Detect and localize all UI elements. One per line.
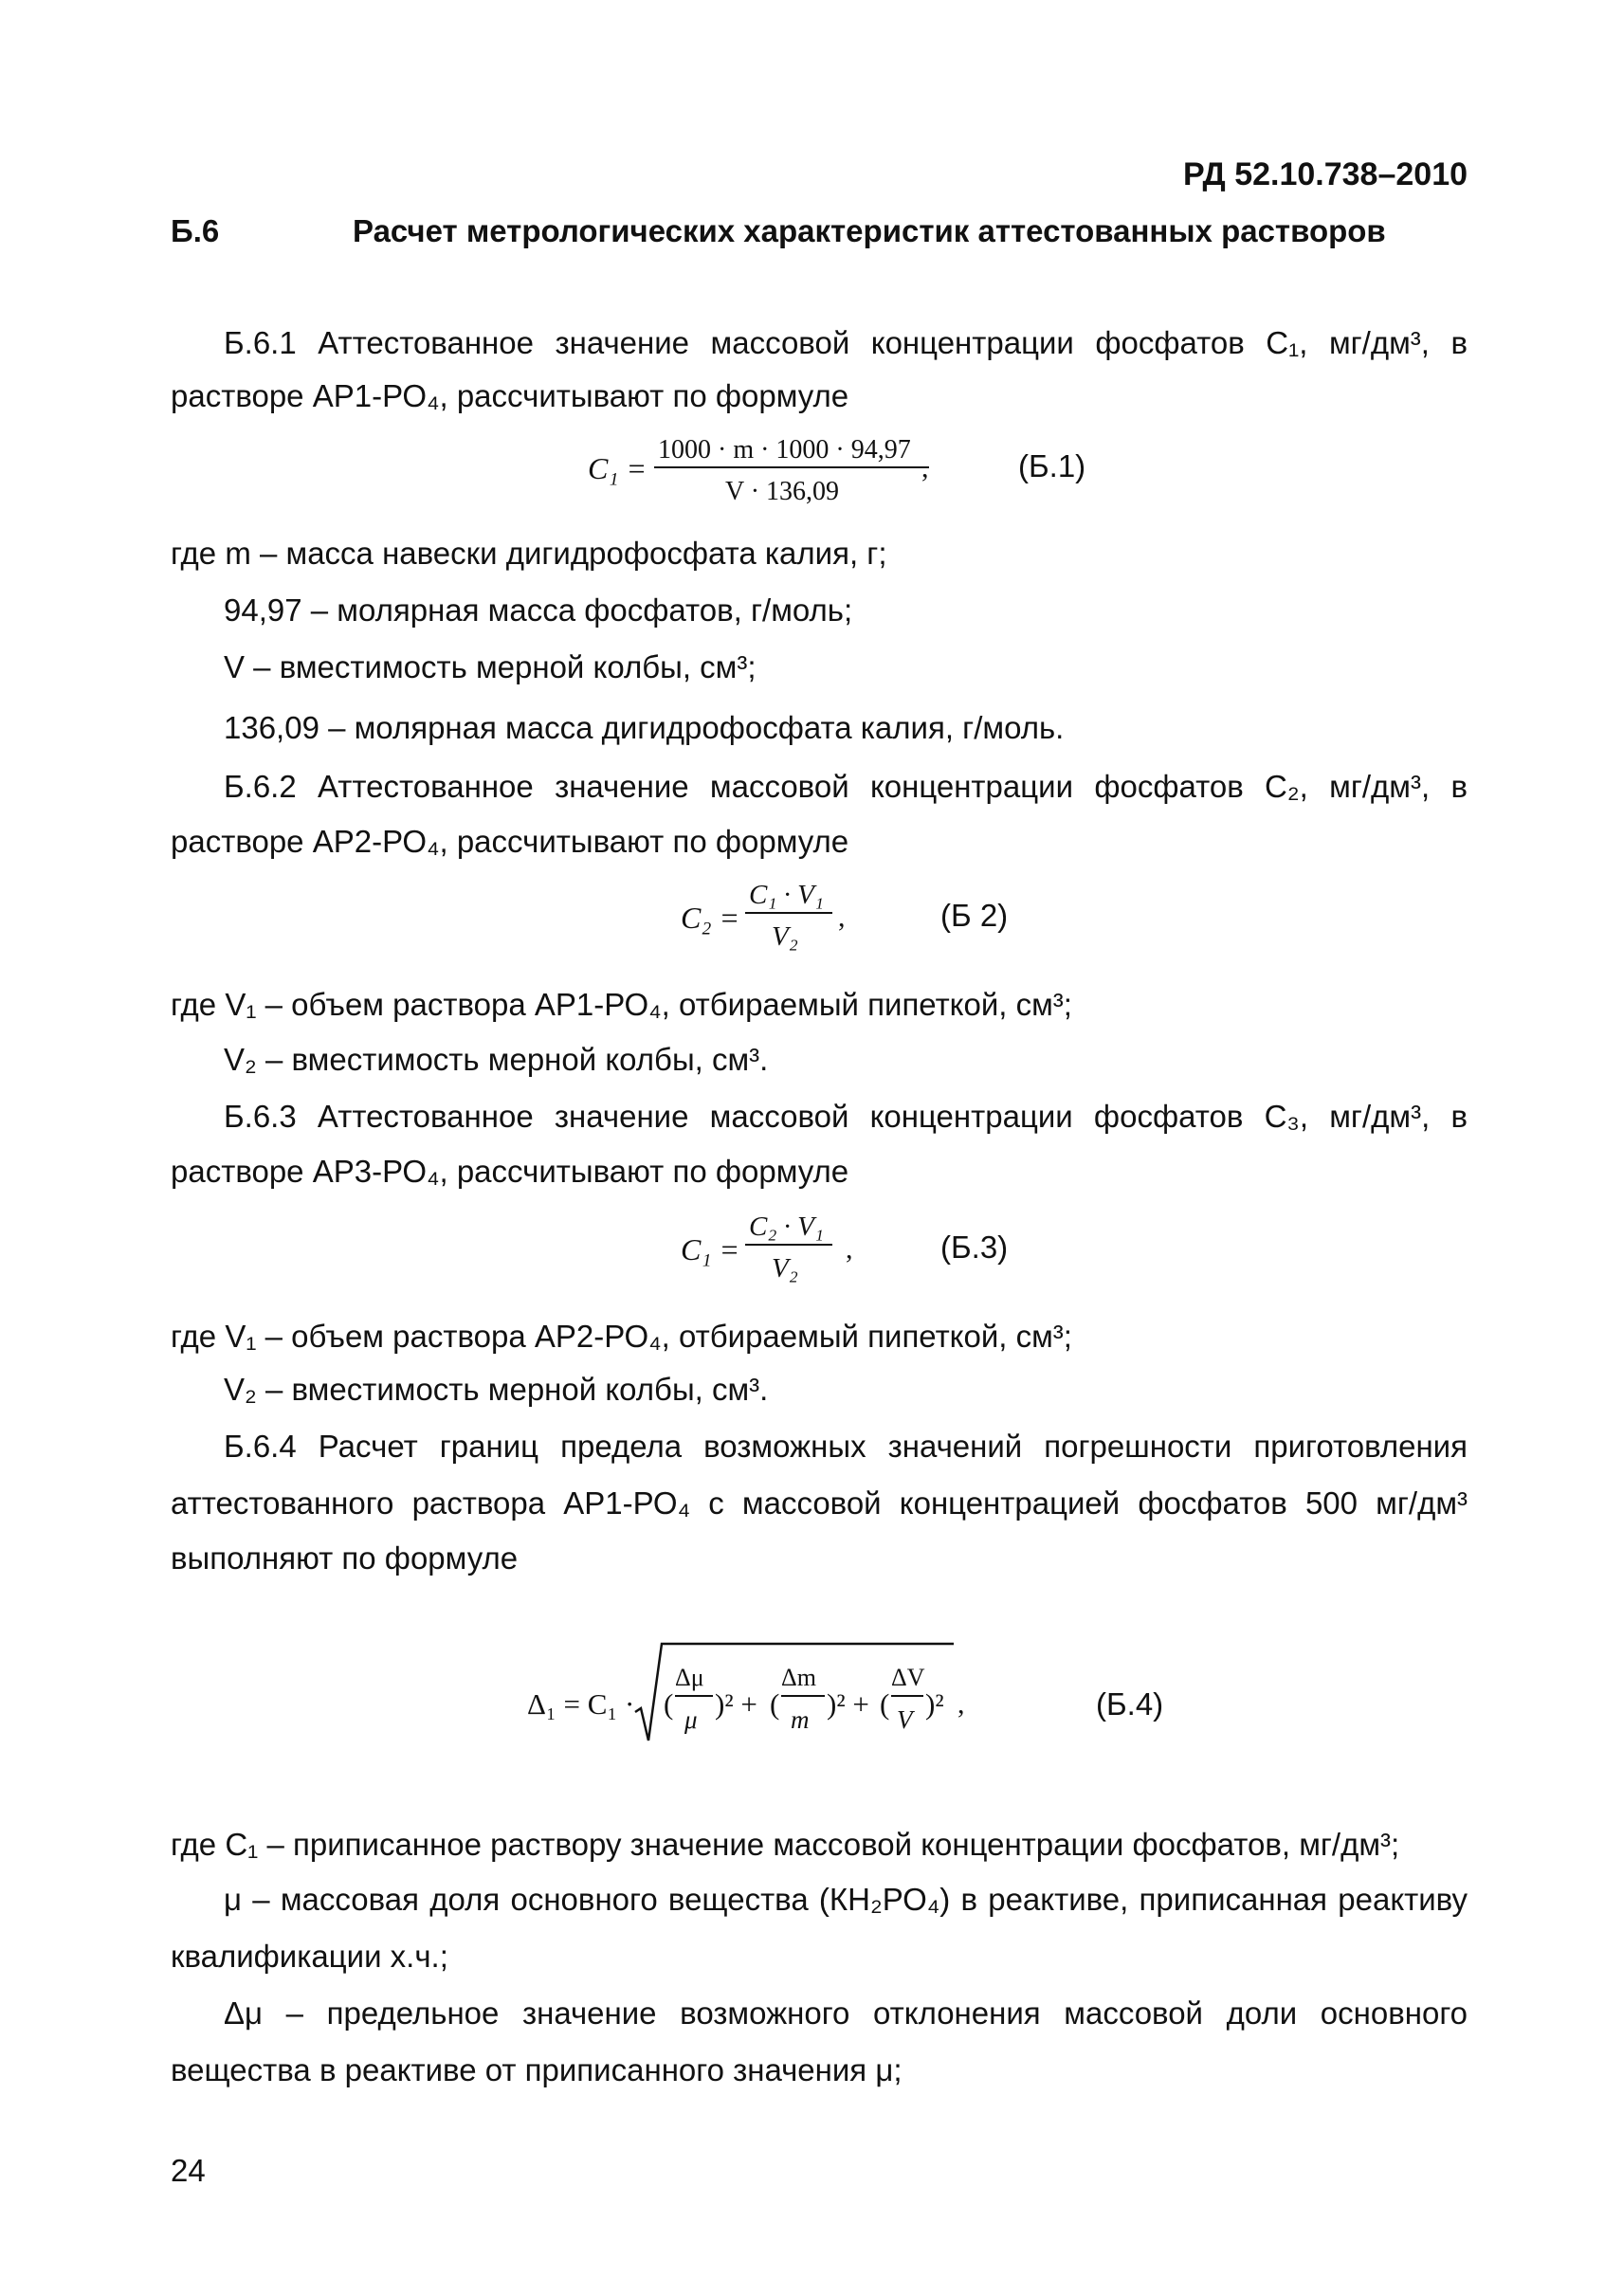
- eq4-tail: ,: [957, 1688, 965, 1720]
- eq4-lhs: Δ₁ = C₁ ·: [527, 1687, 635, 1721]
- eq4-t3-den: V: [897, 1705, 913, 1734]
- eq4-t1-den: μ: [684, 1705, 698, 1734]
- def-mu-line1: μ – массовая доля основного вещества (КН₂РО₄) в реактиве, приписанная реактиву: [224, 1882, 1468, 1917]
- page-number: 24: [171, 2153, 206, 2188]
- eq1-lhs: C₁ =: [588, 451, 647, 485]
- paragraph-b62-line1: Б.6.2 Аттестованное значение массовой концентрации фосфатов C₂, мг/дм³, в: [224, 769, 1468, 804]
- section-title: Расчет метрологических характеристик аттестованных растворов: [353, 213, 1386, 248]
- eq1-fraction-bar: [654, 466, 929, 468]
- eq1-label: (Б.1): [1018, 448, 1086, 483]
- eq1-denominator: V · 136,09: [725, 477, 840, 506]
- eq4-t1-bar: [675, 1695, 713, 1697]
- def-mu-line2: квалификации х.ч.;: [171, 1939, 448, 1974]
- eq2-denominator: V₂: [772, 921, 798, 952]
- eq4-paren-open-2: (: [770, 1687, 780, 1721]
- eq2-label: (Б 2): [940, 898, 1009, 933]
- eq4-t3-bar: [891, 1695, 923, 1697]
- def-V: V – вместимость мерной колбы, см³;: [224, 649, 757, 684]
- eq4-t2-num: Δm: [781, 1664, 816, 1691]
- def-V2-b: V₂ – вместимость мерной колбы, см³.: [224, 1372, 769, 1407]
- eq3-lhs: C₁ =: [681, 1232, 740, 1266]
- eq2-lhs: C₂ =: [681, 901, 740, 935]
- eq4-paren-close-1: )² +: [715, 1687, 757, 1721]
- eq4-paren-open-3: (: [880, 1687, 890, 1721]
- eq4-t2-bar: [781, 1695, 825, 1697]
- def-V2-a: V₂ – вместимость мерной колбы, см³.: [224, 1042, 769, 1077]
- paragraph-b63-line1: Б.6.3 Аттестованное значение массовой концентрации фосфатов C₃, мг/дм³, в: [224, 1099, 1468, 1134]
- eq1-tail: ,: [921, 452, 929, 483]
- eq2-numerator: C₁ · V₁: [749, 880, 824, 910]
- eq4-t2-den: m: [791, 1705, 810, 1734]
- paragraph-b64-line1: Б.6.4 Расчет границ предела возможных значений погрешности приготовления: [224, 1429, 1468, 1464]
- eq1-numerator: 1000 · m · 1000 · 94,97: [658, 435, 911, 465]
- paragraph-b64-line2: аттестованного раствора АР1-РО₄ с массовой концентрацией фосфатов 500 мг/дм³: [171, 1485, 1468, 1521]
- paragraph-b64-line3: выполняют по формуле: [171, 1540, 519, 1576]
- eq3-denominator: V₂: [772, 1253, 798, 1284]
- eq3-numerator: C₂ · V₁: [749, 1212, 824, 1242]
- eq2-fraction-bar: [745, 912, 832, 914]
- def-C1: где С₁ – приписанное раствору значение массовой концентрации фосфатов, мг/дм³;: [171, 1827, 1400, 1862]
- eq4-t1-num: Δμ: [675, 1664, 704, 1691]
- paragraph-b63-line2: растворе АР3-РО₄, рассчитывают по формуле: [171, 1154, 849, 1189]
- paragraph-b61-line1: Б.6.1 Аттестованное значение массовой концентрации фосфатов C₁, мг/дм³, в: [224, 325, 1468, 360]
- def-13609: 136,09 – молярная масса дигидрофосфата калия, г/моль.: [224, 710, 1065, 745]
- def-delta-mu-line1: Δμ – предельное значение возможного отклонения массовой доли основного: [224, 1995, 1468, 2031]
- def-V1-ap1: где V₁ – объем раствора АР1-РО₄, отбираемый пипеткой, см³;: [171, 987, 1072, 1022]
- eq3-fraction-bar: [745, 1244, 832, 1246]
- eq2-tail: ,: [838, 902, 846, 933]
- eq3-label: (Б.3): [940, 1230, 1009, 1265]
- eq4-t3-num: ΔV: [891, 1664, 925, 1691]
- paragraph-b62-line2: растворе АР2-РО₄, рассчитывают по формуле: [171, 824, 849, 859]
- def-V1-ap2: где V₁ – объем раствора АР2-РО₄, отбираемый пипеткой, см³;: [171, 1319, 1072, 1354]
- eq4-label: (Б.4): [1096, 1686, 1164, 1722]
- eq3-tail: ,: [846, 1233, 853, 1265]
- def-m: где m – масса навески дигидрофосфата калия, г;: [171, 536, 887, 571]
- eq4-paren-close-2: )² +: [827, 1687, 869, 1721]
- section-number: Б.6: [171, 213, 220, 248]
- def-delta-mu-line2: вещества в реактиве от приписанного значения μ;: [171, 2052, 903, 2087]
- paragraph-b61-line2: растворе АР1-РО₄, рассчитывают по формуле: [171, 378, 849, 413]
- eq4-paren-close-3: )²: [925, 1687, 944, 1721]
- eq4-paren-open-1: (: [664, 1687, 674, 1721]
- doc-code-header: РД 52.10.738–2010: [1183, 156, 1468, 192]
- def-9497: 94,97 – молярная масса фосфатов, г/моль;: [224, 592, 853, 628]
